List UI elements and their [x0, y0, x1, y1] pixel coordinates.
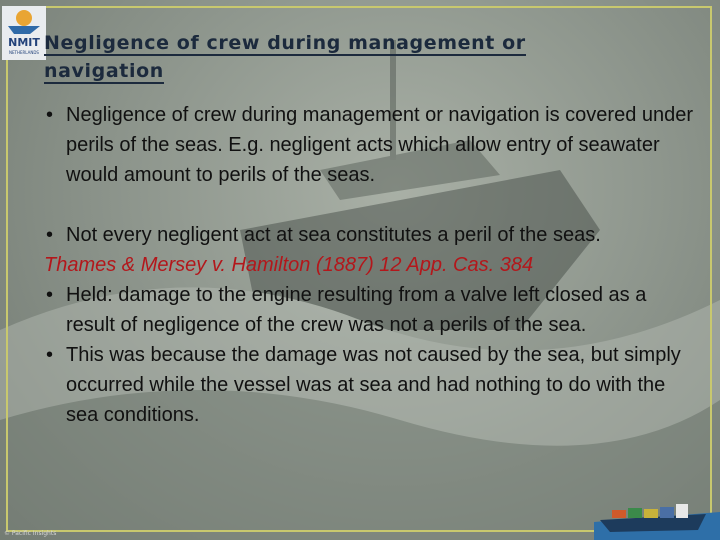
photo-credit: © Pacific Insights: [4, 530, 57, 537]
case-citation: Thames & Mersey v. Hamilton (1887) 12 App. Cas. 384: [44, 254, 534, 276]
svg-text:NETHERLANDS: NETHERLANDS: [9, 50, 39, 55]
bullet-item: • Not every negligent act at sea constitutes a peril of the seas.: [44, 220, 694, 250]
nmit-logo-icon: [0, 4, 50, 62]
slide-body: [44, 100, 694, 430]
slide-title: Negligence of crew during management or navigation: [44, 32, 526, 82]
bullet-item: • This was because the damage was not caused by the sea, but simply occurred while the vessel was at sea and had nothing to do with the sea conditions.: [44, 340, 694, 430]
bullet-item: • Held: damage to the engine resulting from a valve left closed as a result of negligence of the crew was not a perils of the sea.: [44, 280, 694, 340]
bullet-item: • Negligence of crew during management or navigation is covered under perils of the seas. E.g. negligent acts which allow entry of seawater would amount to perils of the seas.: [44, 100, 694, 190]
svg-text:NMIT: NMIT: [8, 36, 40, 49]
container-ship-icon: [594, 482, 720, 540]
